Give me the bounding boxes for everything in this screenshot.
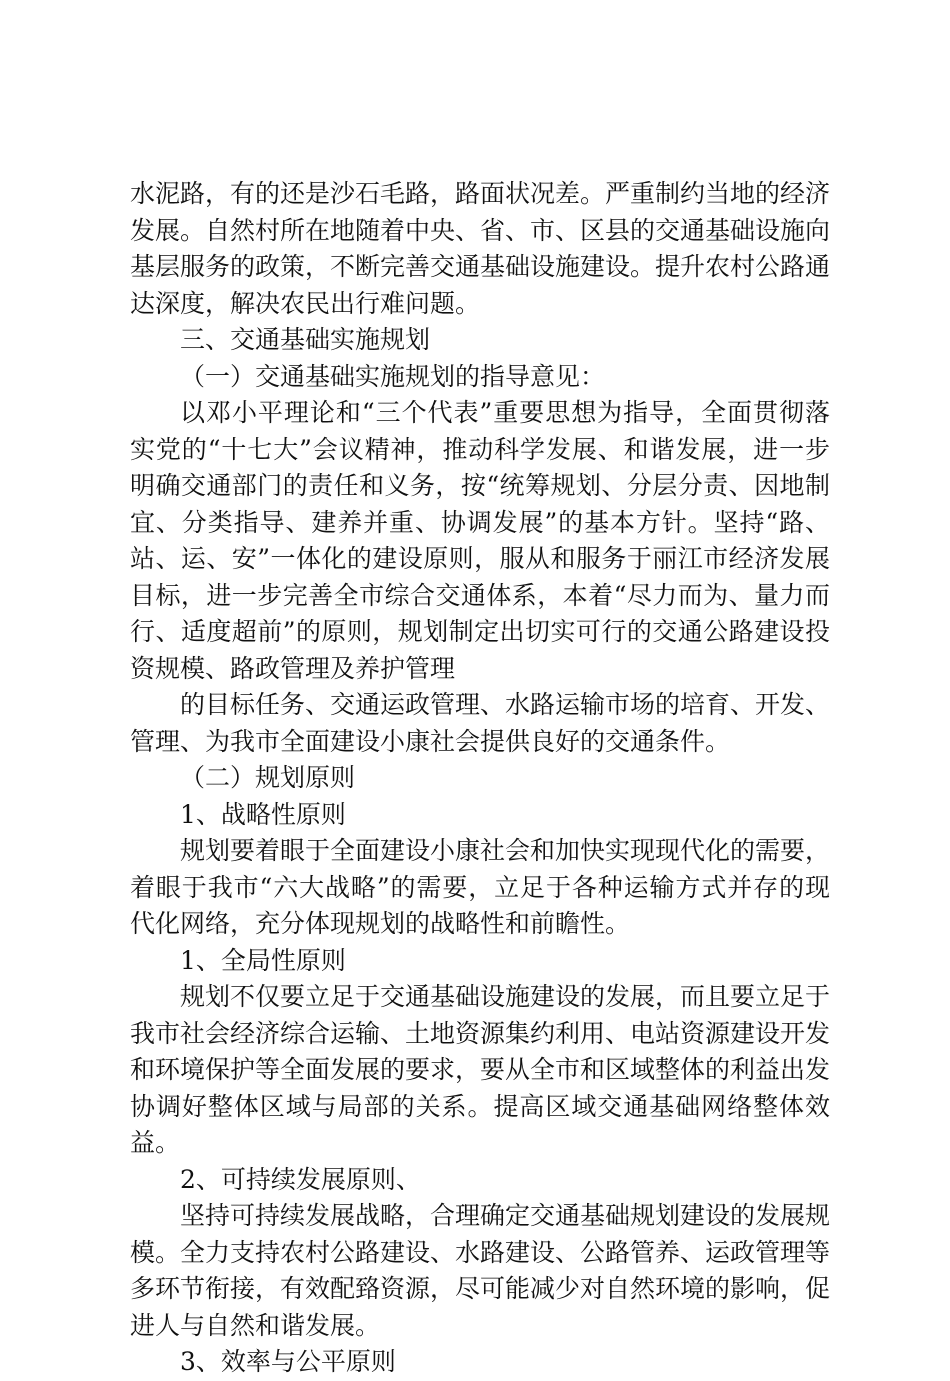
subsection-heading-guidance: （一）交通基础实施规划的指导意见： xyxy=(180,361,606,391)
paragraph-strategic-body: 规划要着眼于全面建设小康社会和加快实现现代化的需要，着眼于我市“六大战略”的需要，立足于各种运输方式并存的现代化网络，充分体现规划的战略性和前瞻性。 xyxy=(130,836,831,938)
section-heading-planning: 三、交通基础实施规划 xyxy=(180,325,431,354)
document-page xyxy=(130,176,830,1381)
paragraph-sustainable-body: 坚持可持续发展战略，合理确定交通基础规划建设的发展规模。全力支持农村公路建设、水路建设、公路管养、运政管理等多环节衔接，有效配臵资源，尽可能减少对自然环境的影响，促进人与自然和谐发展。 xyxy=(130,1201,831,1340)
paragraph-continuation: 水泥路，有的还是沙石毛路，路面状况差。严重制约当地的经济发展。自然村所在地随着中央、省、市、区县的交通基础设施向基层服务的政策，不断完善交通基础设施建设。提升农村公路通达深度，解决农民出行难问题。 xyxy=(130,179,831,318)
subsection-heading-principles: （二）规划原则 xyxy=(180,763,356,792)
principle-heading-sustainable: 2、可持续发展原则、 xyxy=(180,1164,421,1194)
principle-heading-efficiency: 3、效率与公平原则 xyxy=(180,1347,396,1376)
principle-heading-overall: 1、全局性原则 xyxy=(180,945,346,975)
principle-heading-strategic: 1、战略性原则 xyxy=(180,799,346,829)
paragraph-guidance-body: 以邓小平理论和“三个代表”重要思想为指导，全面贯彻落实党的“十七大”会议精神，推动科学发展、和谐发展，进一步明确交通部门的责任和义务，按“统筹规划、分层分责、因地制宜、分类指导、建养并重、协调发展”的基本方针。坚持“路、站、运、安”一体化的建设原则，服从和服务于丽江市经济发展目标，进一步完善全市综合交通体系，本着“尽力而为、量力而行、适度超前”的原则，规划制定出切实可行的交通公路建设投资规模、路政管理及养护管理 xyxy=(130,398,830,683)
paragraph-guidance-continued: 的目标任务、交通运政管理、水路运输市场的培育、开发、管理、为我市全面建设小康社会提供良好的交通条件。 xyxy=(130,690,831,756)
paragraph-overall-body: 规划不仅要立足于交通基础设施建设的发展，而且要立足于我市社会经济综合运输、土地资源集约利用、电站资源建设开发和环境保护等全面发展的要求，要从全市和区域整体的利益出发协调好整体区域与局部的关系。提高区域交通基础网络整体效益。 xyxy=(130,982,831,1157)
